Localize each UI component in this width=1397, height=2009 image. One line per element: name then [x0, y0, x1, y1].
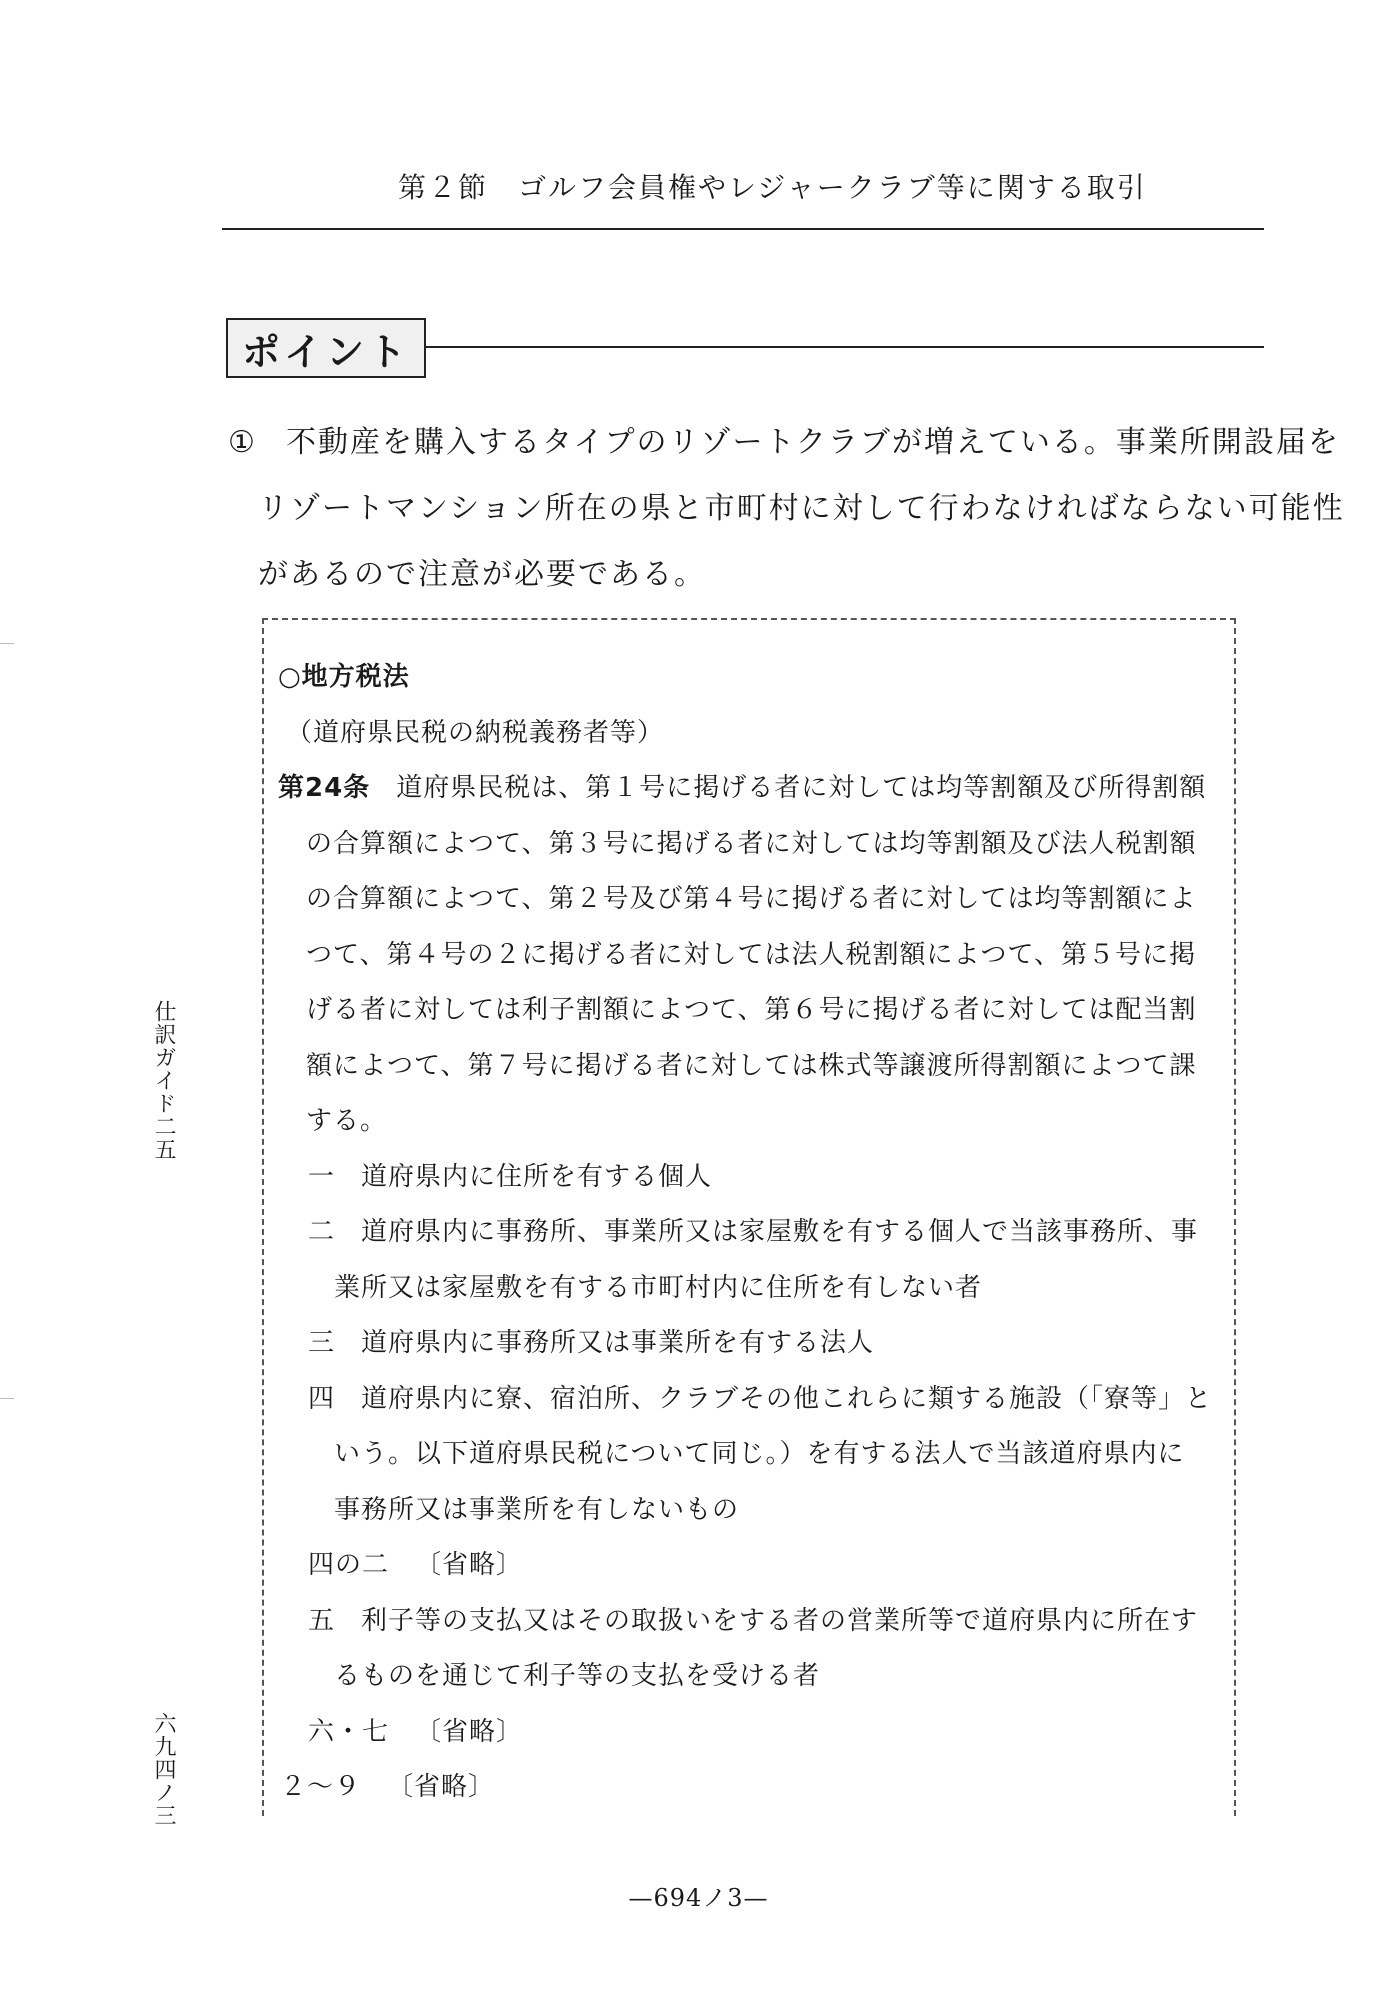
- page-number: —694ノ3—: [628, 1884, 769, 1912]
- side-label-guide: 仕訳ガイド二五: [151, 1000, 176, 1161]
- law-item: [278, 1150, 1223, 1206]
- law-title: ○地方税法: [278, 662, 410, 692]
- law-item: [278, 1594, 1223, 1650]
- point-item-number: ①: [228, 425, 257, 460]
- point-item-1: [228, 410, 1345, 608]
- point-divider: [424, 346, 1264, 348]
- law-item-continuation: るものを通じて利子等の支払を受ける者: [334, 1661, 821, 1691]
- point-label-box: ポイント: [226, 318, 426, 378]
- paragraph-number: ２～９: [280, 1772, 362, 1802]
- article-line: の合算額によつて、第３号に掲げる者に対しては均等割額及び法人税割額: [306, 828, 1197, 859]
- article-line: [278, 761, 1223, 817]
- law-item-text: 道府県内に住所を有する個人: [361, 1161, 713, 1192]
- law-item-number: 四: [308, 1383, 336, 1414]
- law-item: [278, 1372, 1223, 1428]
- law-item-text: 〔省略〕: [415, 1716, 524, 1747]
- binding-mark: [0, 1398, 14, 1399]
- paragraph-text: 〔省略〕: [387, 1772, 496, 1802]
- law-item-text: 道府県内に事務所又は事業所を有する法人: [361, 1328, 875, 1358]
- law-item-number: 三: [308, 1328, 336, 1358]
- law-item-number: 二: [308, 1217, 336, 1247]
- article-line: する。: [306, 1106, 388, 1136]
- point-item-1-line: リゾートマンション所在の県と市町村に対して行わなければならない可能性: [258, 491, 1345, 526]
- point-item-text: 不動産を購入するタイプのリゾートクラブが増えている。事業所開設届を: [286, 425, 1340, 460]
- header-divider: [222, 228, 1264, 230]
- law-item: [278, 1538, 1223, 1594]
- law-paragraph-2: [278, 1760, 1223, 1816]
- law-item-text: 〔省略〕: [415, 1550, 524, 1580]
- law-item: [278, 1316, 1223, 1372]
- binding-mark: [0, 643, 14, 644]
- side-label-page: 六九四ノ三: [151, 1712, 176, 1827]
- law-item-text: 利子等の支払又はその取扱いをする者の営業所等で道府県内に所在す: [361, 1605, 1199, 1636]
- article-label: 第24条: [278, 773, 371, 803]
- law-item-continuation: 事務所又は事業所を有しないもの: [334, 1494, 740, 1525]
- law-item: [278, 1205, 1223, 1261]
- law-item-number: 一: [308, 1161, 336, 1192]
- law-item-text: 道府県内に寮、宿泊所、クラブその他これらに類する施設（「寮等」と: [361, 1383, 1213, 1414]
- law-item-continuation: いう。以下道府県民税について同じ。）を有する法人で当該道府県内に: [334, 1439, 1185, 1469]
- point-item-1-line: [228, 410, 1340, 476]
- article-line: げる者に対しては利子割額によつて、第６号に掲げる者に対しては配当割: [306, 995, 1197, 1025]
- article-caption: （道府県民税の納税義務者等）: [286, 717, 665, 748]
- point-item-1-line: があるので注意が必要である。: [258, 557, 706, 592]
- article-line: つて、第４号の２に掲げる者に対しては法人税割額によつて、第５号に掲: [306, 939, 1196, 970]
- law-item-text: 道府県内に事務所、事業所又は家屋敷を有する個人で当該事務所、事: [361, 1217, 1199, 1247]
- law-excerpt: [278, 650, 1223, 1816]
- law-item-number: 四の二: [308, 1550, 390, 1580]
- section-heading: 第２節 ゴルフ会員権やレジャークラブ等に関する取引: [398, 171, 1147, 204]
- law-item-number: 六・七: [308, 1716, 390, 1747]
- law-item: [278, 1705, 1223, 1761]
- law-item-number: 五: [308, 1605, 336, 1636]
- article-line: の合算額によつて、第２号及び第４号に掲げる者に対しては均等割額によ: [306, 884, 1197, 914]
- article-text: 道府県民税は、第１号に掲げる者に対しては均等割額及び所得割額: [396, 773, 1207, 803]
- article-line: 額によつて、第７号に掲げる者に対しては株式等譲渡所得割額によつて課: [306, 1050, 1197, 1081]
- law-item-continuation: 業所又は家屋敷を有する市町村内に住所を有しない者: [334, 1272, 983, 1303]
